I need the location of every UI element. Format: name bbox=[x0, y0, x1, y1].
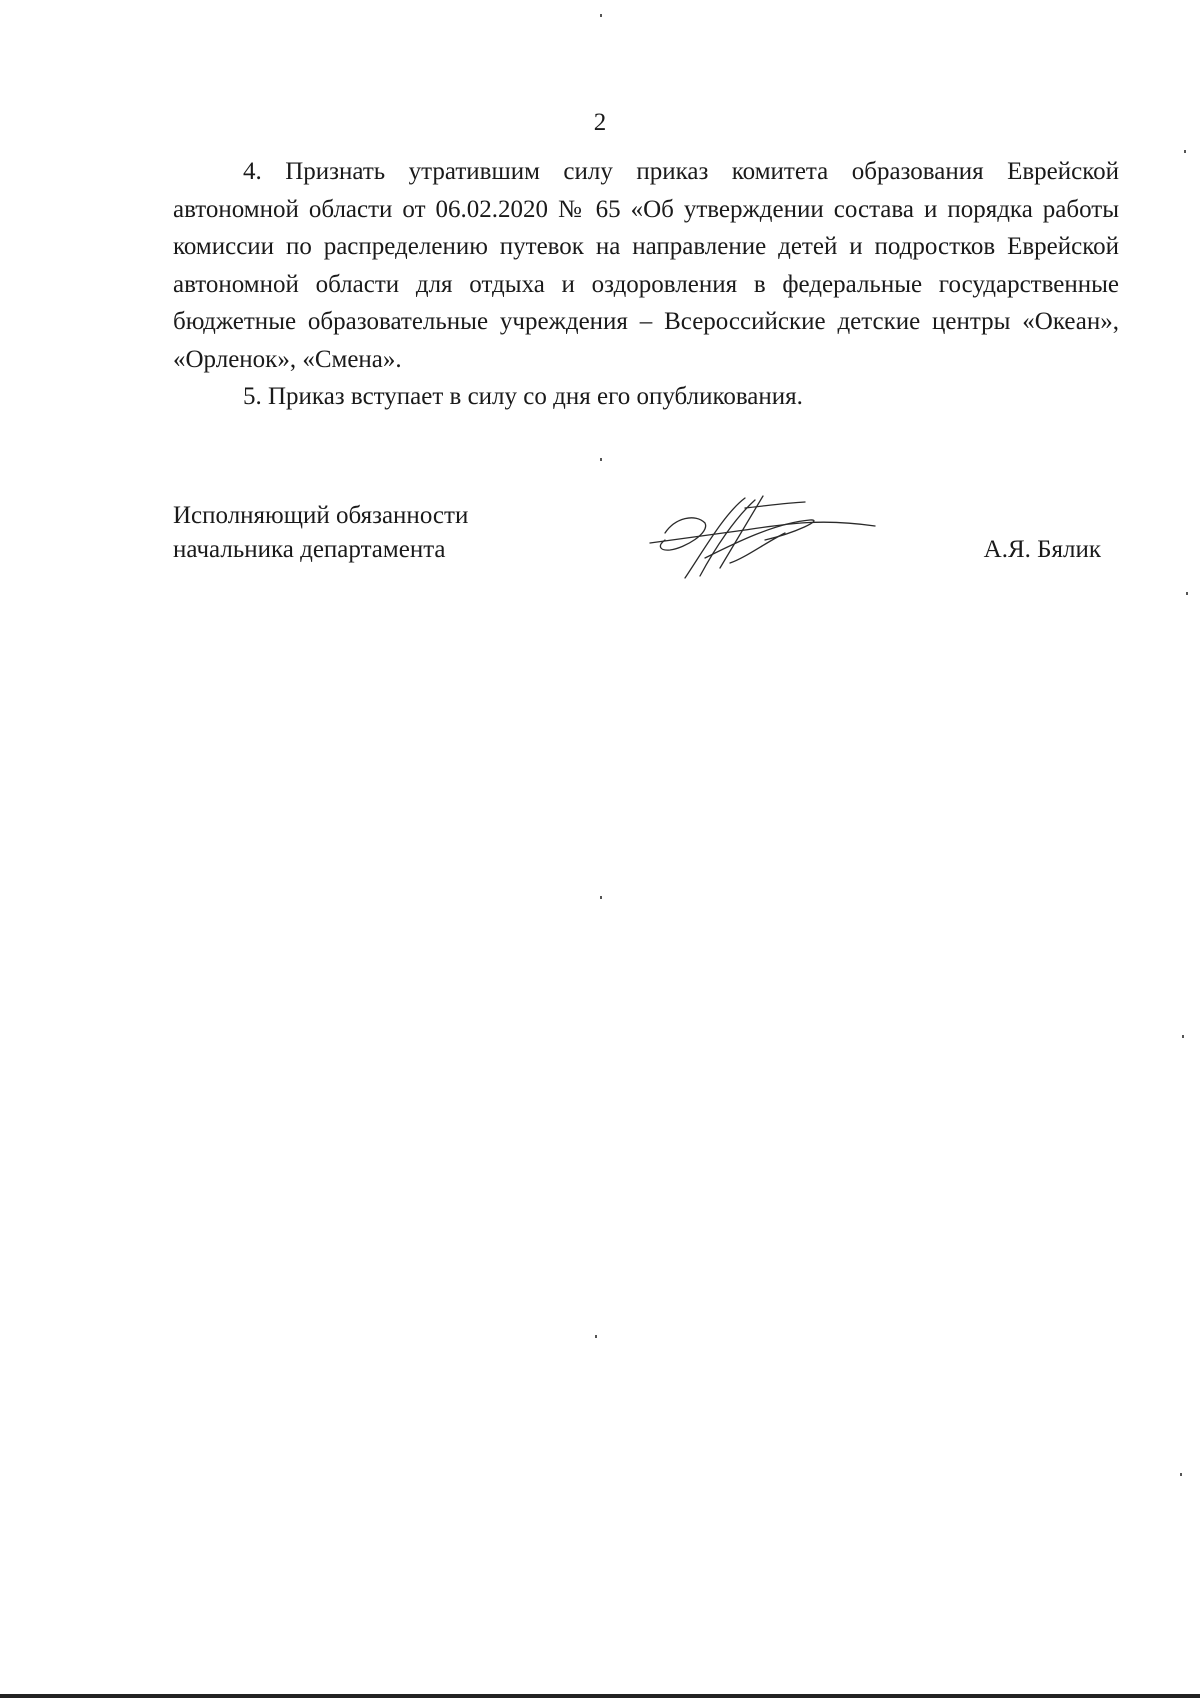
paragraph-4: 4. Признать утратившим силу приказ комитета образования Еврейской автономной области от 06.02.2020 № 65 «Об утверждении состава и порядка работы комиссии по распределению путевок на направление детей и подростков Еврейской автономной области для отдыха и оздоровления в федеральные государственные бюджетные образовательные учреждения – Всероссийские детские центры «Океан», «Орленок», «Смена». bbox=[173, 158, 1119, 373]
scan-edge bbox=[0, 1694, 1200, 1698]
scan-artifact bbox=[600, 458, 602, 461]
scan-artifact bbox=[595, 1335, 597, 1338]
scan-artifact bbox=[1184, 150, 1186, 153]
signatory-name: А.Я. Бялик bbox=[983, 536, 1101, 563]
scan-artifact bbox=[1180, 1473, 1182, 1476]
handwritten-signature bbox=[645, 488, 895, 583]
scan-artifact bbox=[1182, 1035, 1184, 1038]
document-body bbox=[173, 153, 1119, 416]
page-number: 2 bbox=[593, 109, 607, 136]
paragraph-5: 5. Приказ вступает в силу со дня его опубликования. bbox=[243, 383, 803, 410]
signatory-position-line-1: Исполняющий обязанности bbox=[173, 502, 469, 529]
scan-artifact bbox=[1186, 592, 1188, 595]
signatory-position-line-2: начальника департамента bbox=[173, 536, 446, 563]
signatory-position bbox=[173, 499, 468, 567]
scan-artifact bbox=[600, 896, 602, 899]
scan-artifact bbox=[600, 14, 602, 17]
